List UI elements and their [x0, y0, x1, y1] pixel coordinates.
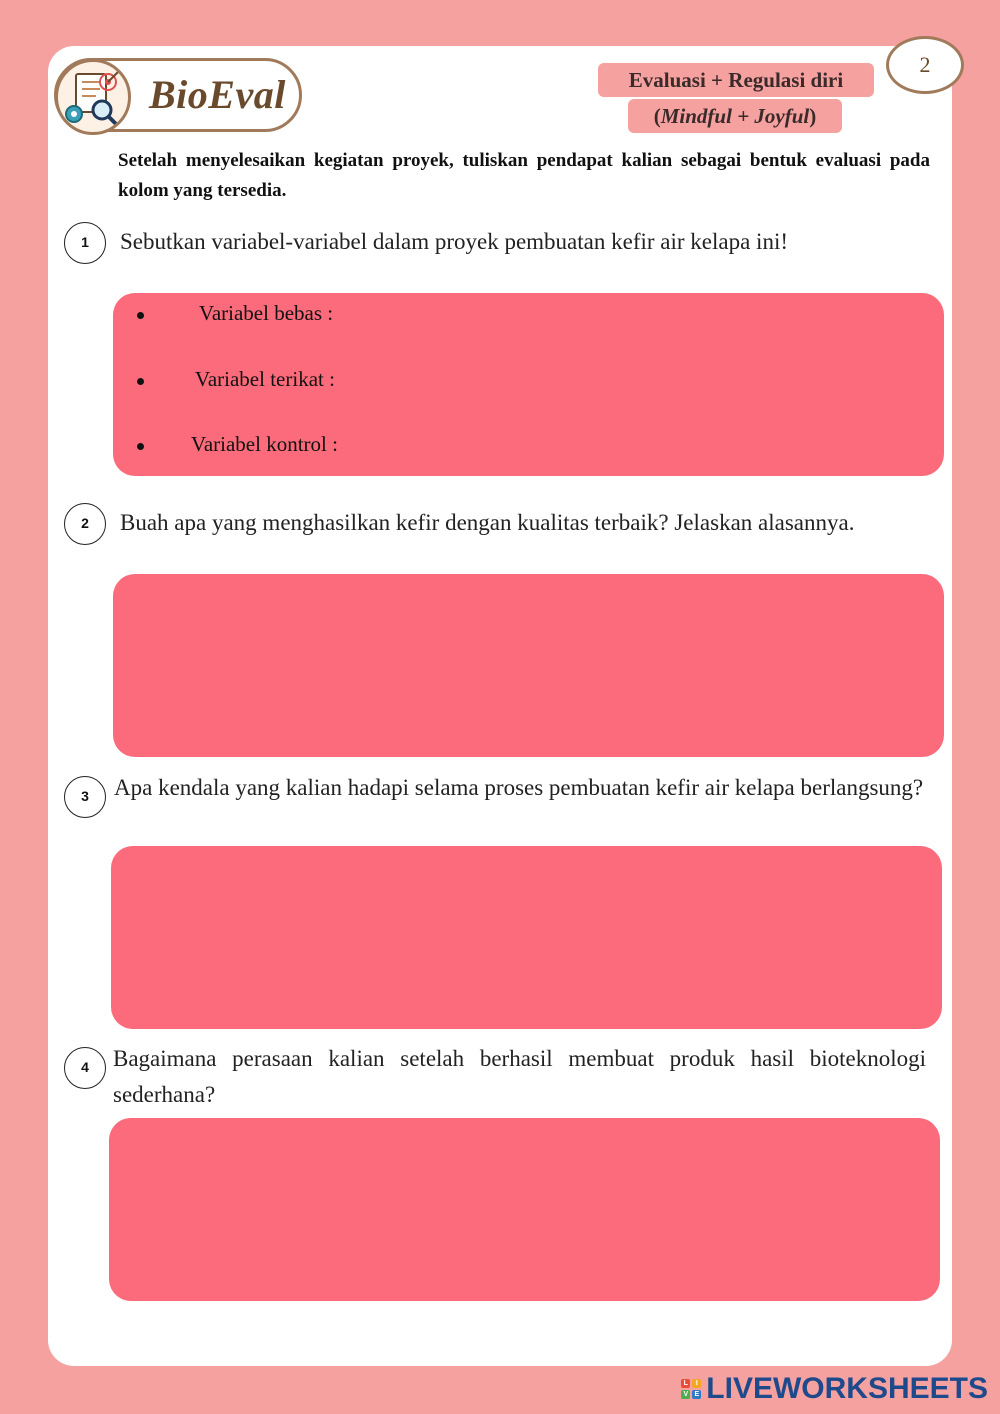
question-number-2: 2: [64, 503, 106, 545]
liveworksheets-brand[interactable]: [681, 1372, 988, 1406]
bullet-dot-icon: [137, 378, 144, 385]
question-text-4: Bagaimana perasaan kalian setelah berhasil membuat produk hasil bioteknologi sederhana?: [113, 1046, 926, 1107]
answer-box-3[interactable]: [111, 846, 942, 1029]
page-number-badge: 2: [886, 36, 964, 94]
liveworksheets-logo-icon: L I V E: [681, 1379, 701, 1399]
answer-box-1[interactable]: Variabel bebas : Variabel terikat : Variabel kontrol :: [113, 293, 944, 476]
question-text-1: Sebutkan variabel-variabel dalam proyek pembuatan kefir air kelapa ini!: [120, 229, 788, 254]
evaluation-logo-icon: [55, 59, 131, 135]
instructions-text: Setelah menyelesaikan kegiatan proyek, tuliskan pendapat kalian sebagai bentuk evaluasi pada kolom yang tersedia.: [118, 150, 930, 201]
logo-title: BioEval: [149, 72, 286, 117]
question-number-1: 1: [64, 222, 106, 264]
answer-box-2[interactable]: [113, 574, 944, 757]
section-tag-subtitle: (Mindful + Joyful): [628, 99, 842, 133]
bullet-dot-icon: [137, 443, 144, 450]
answer-box-4[interactable]: [109, 1118, 940, 1301]
question-text-2: Buah apa yang menghasilkan kefir dengan kualitas terbaik? Jelaskan alasannya.: [120, 510, 855, 535]
question-number-4: 4: [64, 1047, 106, 1089]
question-number-3: 3: [64, 776, 106, 818]
liveworksheets-wordmark: LIVEWORKSHEETS: [706, 1372, 988, 1405]
bioeval-logo: [54, 58, 302, 132]
bullet-dot-icon: [137, 312, 144, 319]
section-tag-title: Evaluasi + Regulasi diri: [598, 63, 874, 97]
question-text-3: Apa kendala yang kalian hadapi selama proses pembuatan kefir air kelapa berlangsung?: [114, 775, 924, 800]
